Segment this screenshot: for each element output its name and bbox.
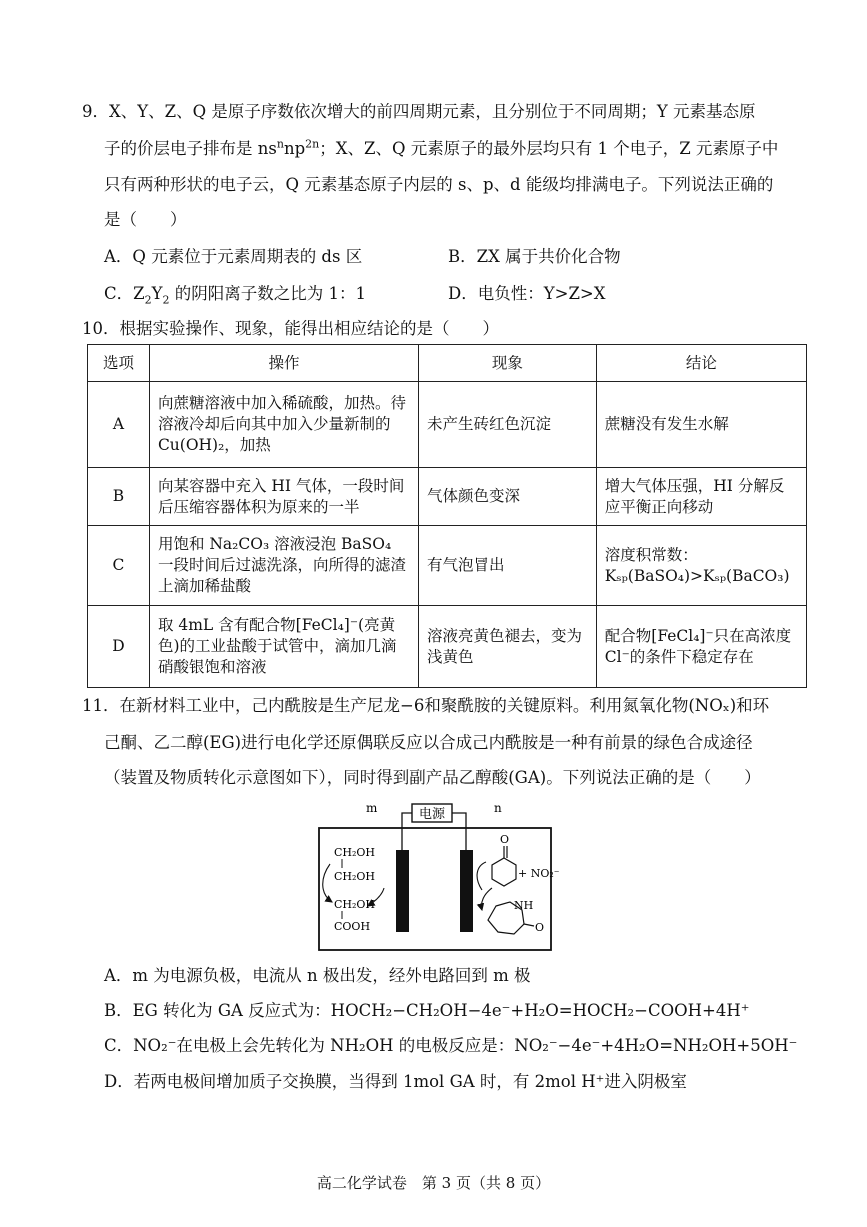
table-row [88,526,807,606]
q11-stem-line1: 11．在新材料工业中，己内酰胺是生产尼龙−6和聚酰胺的关键原料。利用氮氧化物(NOₓ)和环 [82,696,770,715]
table-row [88,382,807,468]
row-d-phenomenon: 溶液亮黄色褪去，变为浅黄色 [419,606,597,688]
eg-to-ga-arrow [323,864,332,902]
row-c-operation: 用饱和 Na₂CO₃ 溶液浸泡 BaSO₄ 一段时间后过滤洗涤，向所得的滤渣上滴加稀盐酸 [149,526,418,606]
cyclohexanone-ring [492,858,516,886]
row-b-operation: 向某容器中充入 HI 气体，一段时间后压缩容器体积为原来的一半 [149,468,418,526]
q11-option-c: C．NO₂⁻在电极上会先转化为 NH₂OH 的电极反应是：NO₂⁻−4e⁻+4H₂O=NH₂OH+5OH⁻ [104,1036,798,1055]
right-electrode [460,850,473,932]
q11-option-d: D．若两电极间增加质子交换膜，当得到 1mol GA 时，有 2mol H⁺进入阴极室 [104,1072,687,1091]
q9-c-sub1: 2 [144,293,152,307]
q9-c-pre: C．Z [104,284,145,303]
q9-stem-line3: 只有两种形状的电子云，Q 元素基态原子内层的 s、p、d 能级均排满电子。下列说法正确的 [104,175,774,194]
row-d-conclusion: 配合物[FeCl₄]⁻只在高浓度 Cl⁻的条件下稳定存在 [596,606,806,688]
q9-stem-line4: 是（ ） [104,210,187,229]
row-d-operation: 取 4mL 含有配合物[FeCl₄]⁻(亮黄色)的工业盐酸于试管中，滴加几滴硝酸银饱和溶液 [149,606,418,688]
ga-cooh: COOH [334,920,371,933]
amide-oxygen: O [535,921,545,934]
row-a-conclusion: 蔗糖没有发生水解 [596,382,806,468]
q9-stem-line2 [104,137,778,161]
reactant-to-product-arrow [481,888,492,910]
q9-c-post: 的阴阳离子数之比为 1：1 [169,284,366,303]
ga-ch2oh: CH₂OH [334,898,376,911]
row-b-conclusion: 增大气体压强，HI 分解反应平衡正向移动 [596,468,806,526]
q9-option-a: A．Q 元素位于元素周期表的 ds 区 [104,247,363,266]
row-a-operation: 向蔗糖溶液中加入稀硫酸，加热。待溶液冷却后向其中加入少量新制的 Cu(OH)₂，加热 [149,382,418,468]
q11-stem-line2: 己酮、乙二醇(EG)进行电化学还原偶联反应以合成己内酰胺是一种有前景的绿色合成途径 [104,733,753,752]
table-row [88,606,807,688]
q9-line2-pre: 子的价层电子排布是 ns [104,139,277,158]
q11-option-b: B．EG 转化为 GA 反应式为：HOCH₂−CH₂OH−4e⁻+H₂O=HOCH₂−COOH+4H⁺ [104,1001,750,1020]
wire-right [452,813,466,850]
row-b-option: B [88,468,150,526]
eg-ch2oh-top: CH₂OH [334,846,376,859]
q9-option-d: D．电负性：Y>Z>X [448,284,606,303]
row-b-phenomenon: 气体颜色变深 [419,468,597,526]
q9-stem-line1: 9．X、Y、Z、Q 是原子序数依次增大的前四周期元素，且分别位于不同周期；Y 元素基态原 [82,102,756,121]
q9-sup-2n: 2n [305,137,320,151]
row-c-conclusion: 溶度积常数：Kₛₚ(BaSO₄)>Kₛₚ(BaCO₃) [596,526,806,606]
ketone-oxygen: O [500,833,510,846]
q9-line2-mid: np [283,139,306,158]
page-footer: 高二化学试卷 第 3 页（共 8 页） [316,1174,551,1192]
left-electrode [396,850,409,932]
reactant-arc [477,862,486,890]
amide-nh: NH [514,899,534,912]
q9-c-mid: Y [151,284,163,303]
row-c-option: C [88,526,150,606]
header-conclusion: 结论 [596,345,806,382]
q9-c-sub2: 2 [162,293,170,307]
header-operation: 操作 [149,345,418,382]
q11-stem-line3: （装置及物质转化示意图如下），同时得到副产品乙醇酸(GA)。下列说法正确的是（ ） [104,768,761,787]
row-a-option: A [88,382,150,468]
terminal-n-label: n [494,801,502,815]
terminal-m-label: m [366,801,378,815]
electrolysis-diagram [316,798,560,954]
q10-table [87,344,807,688]
wire-left [402,813,412,850]
q10-stem: 10．根据实验操作、现象，能得出相应结论的是（ ） [82,319,499,338]
q9-sup-n: n [276,137,284,151]
table-header-row [88,345,807,382]
header-option: 选项 [88,345,150,382]
row-a-phenomenon: 未产生砖红色沉淀 [419,382,597,468]
power-supply-label: 电源 [418,807,446,822]
q9-option-c [104,282,366,306]
q11-option-a: A．m 为电源负极，电流从 n 极出发，经外电路回到 m 极 [104,966,531,985]
eg-ch2oh-bottom: CH₂OH [334,870,376,883]
nitrite-label: + NO₂⁻ [518,867,560,880]
header-phenomenon: 现象 [419,345,597,382]
row-d-option: D [88,606,150,688]
q9-option-b: B．ZX 属于共价化合物 [448,247,621,266]
q9-line2-post: ；X、Z、Q 元素原子的最外层均只有 1 个电子，Z 元素原子中 [319,139,779,158]
table-row [88,468,807,526]
row-c-phenomenon: 有气泡冒出 [419,526,597,606]
